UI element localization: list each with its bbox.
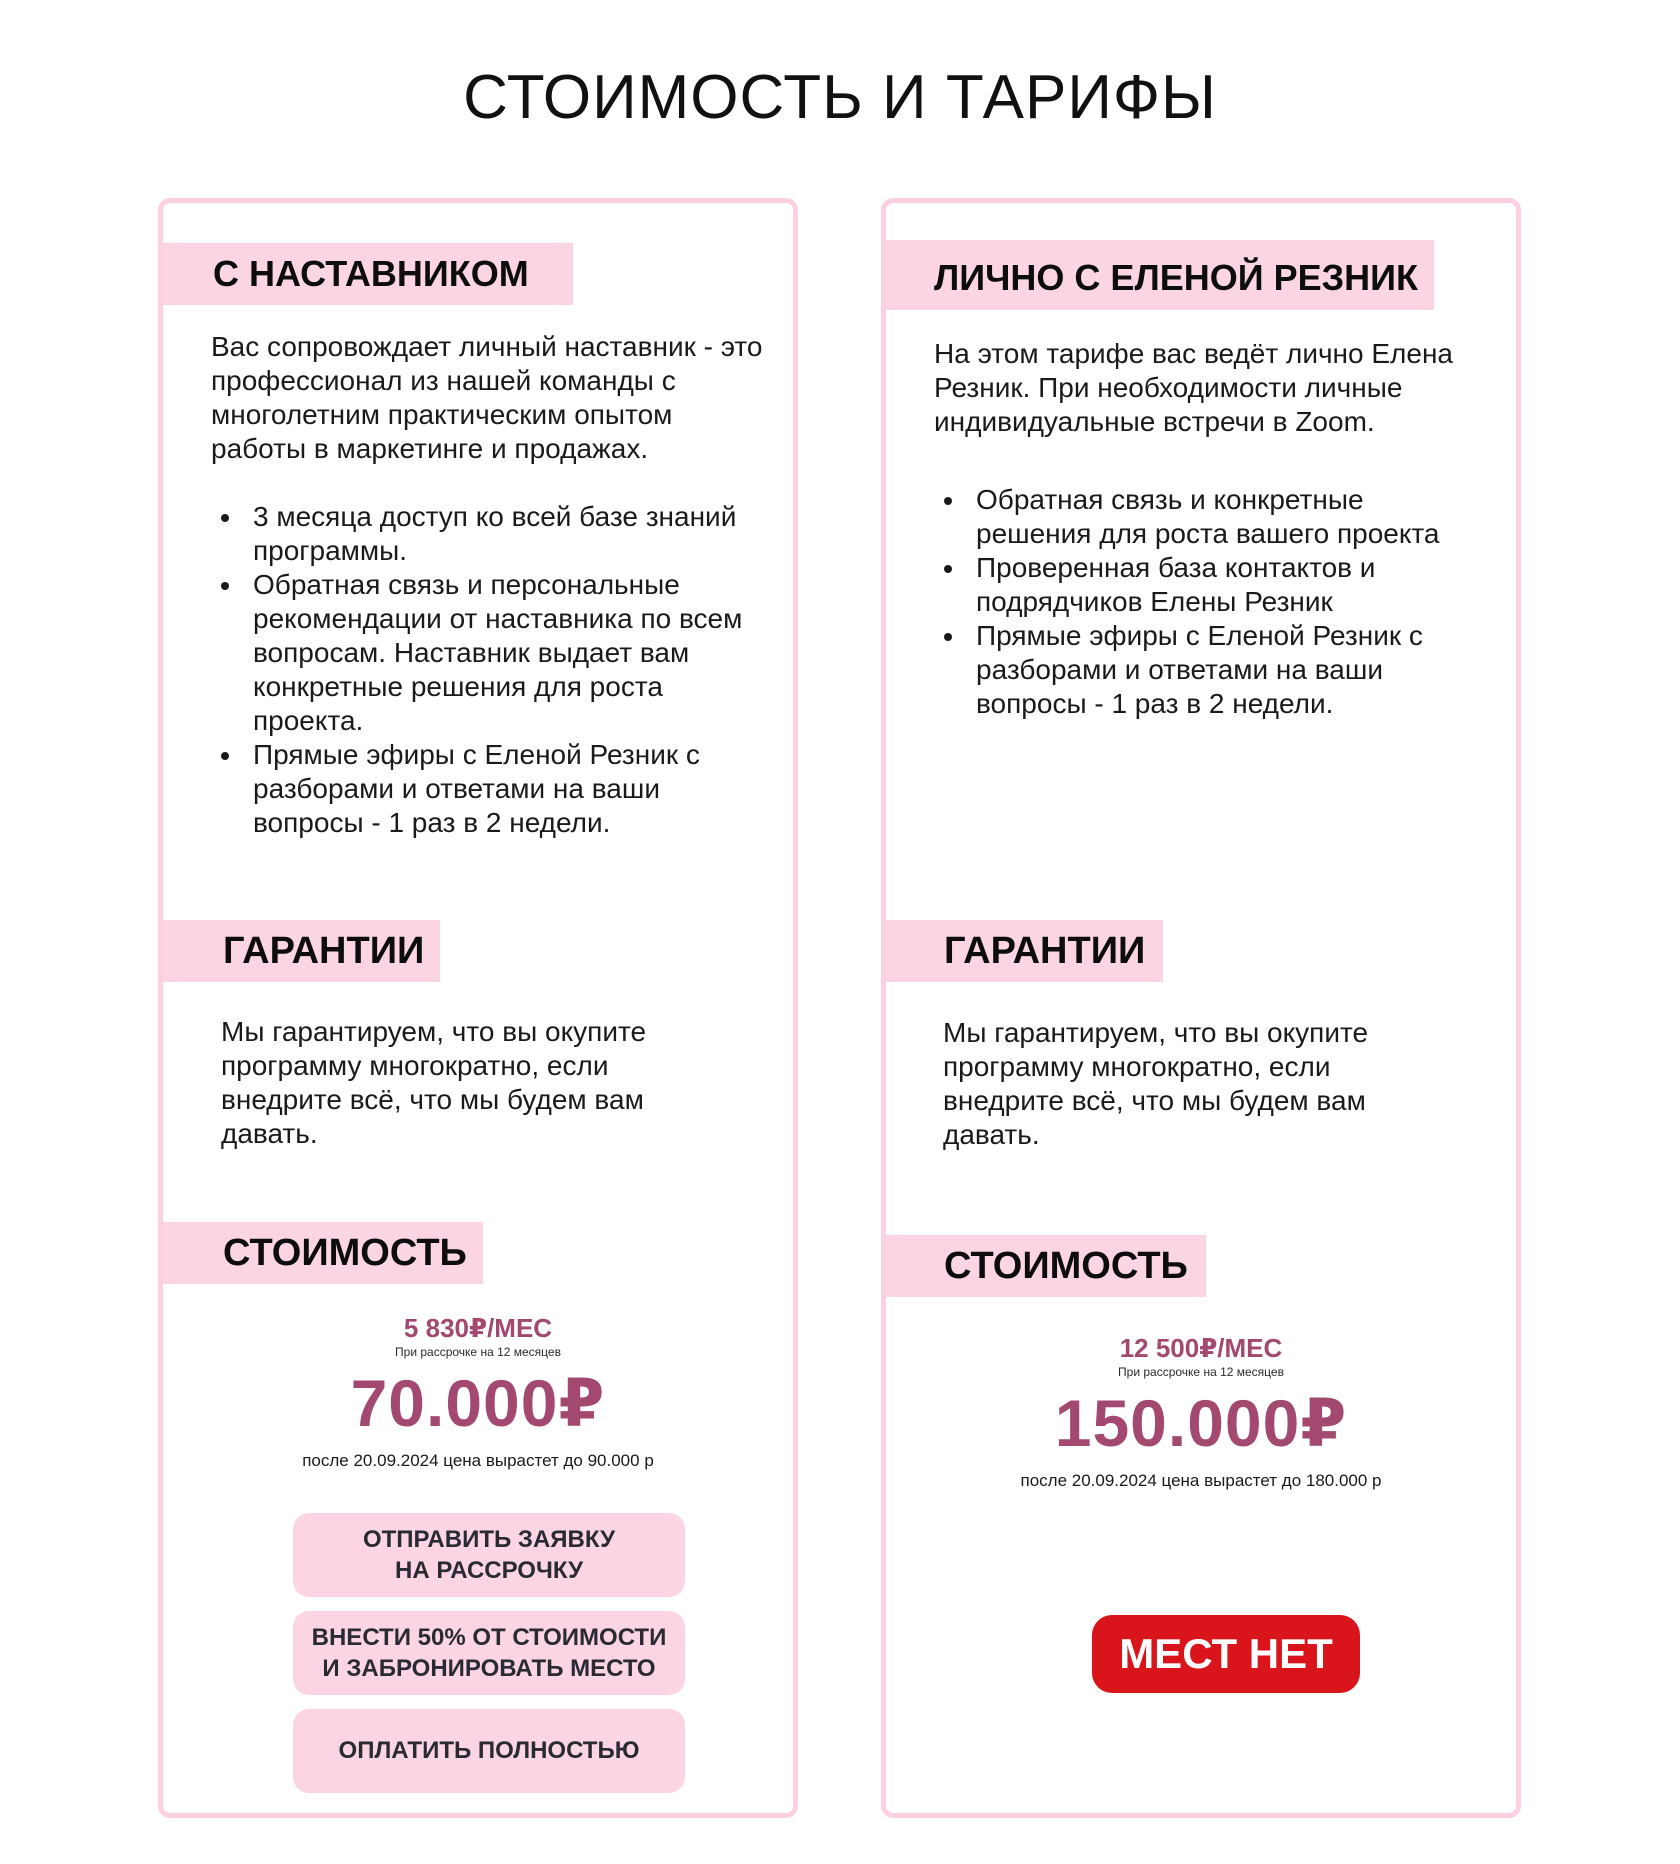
guarantee-text: Мы гарантируем, что вы окупите программу многократно, если внедрите всё, что мы будем вам давать. — [943, 1017, 1369, 1150]
full-price: 70.000₽ — [350, 1366, 606, 1440]
feature-item: Прямые эфиры с Еленой Резник с разборами и ответами на ваши вопросы - 1 раз в 2 недели. — [934, 619, 1454, 721]
plan-description: На этом тарифе вас ведёт лично Елена Резник. При необходимости личные индивидуальные встречи в Zoom. — [934, 338, 1453, 437]
feature-item: Проверенная база контактов и подрядчиков Елены Резник — [934, 551, 1454, 619]
feature-list — [934, 483, 1454, 721]
price-increase-note: после 20.09.2024 цена вырастет до 180.000 р — [1020, 1471, 1382, 1490]
installment-note: При рассрочке на 12 месяцев — [1118, 1365, 1284, 1379]
feature-item: Обратная связь и персональные рекомендации от наставника по всем вопросам. Наставник выдает вам конкретные решения для роста проекта. — [211, 568, 751, 738]
plan-card-personal — [881, 198, 1521, 1818]
price-heading: СТОИМОСТЬ — [163, 1222, 483, 1284]
guarantee-text: Мы гарантируем, что вы окупите программу многократно, если внедрите всё, что мы будем вам давать. — [221, 1016, 647, 1149]
monthly-price: 5 830₽/МЕС — [403, 1313, 553, 1343]
price-block — [886, 1333, 1516, 1493]
feature-item: Обратная связь и конкретные решения для роста вашего проекта — [934, 483, 1454, 551]
plan-description: Вас сопровождает личный наставник - это профессионал из нашей команды с многолетним практическим опытом работы в маркетинге и продажах. — [211, 331, 763, 464]
full-price: 150.000₽ — [1054, 1386, 1348, 1460]
guarantee-heading: ГАРАНТИИ — [886, 920, 1163, 982]
installment-note: При рассрочке на 12 месяцев — [395, 1345, 561, 1359]
monthly-price: 12 500₽/МЕС — [1119, 1333, 1283, 1363]
price-block — [163, 1313, 793, 1473]
page-title: СТОИМОСТЬ И ТАРИФЫ — [463, 63, 1217, 132]
plan-title: ЛИЧНО С ЕЛЕНОЙ РЕЗНИК — [886, 240, 1434, 310]
plan-title: С НАСТАВНИКОМ — [163, 243, 573, 305]
installment-request-button[interactable]: ОТПРАВИТЬ ЗАЯВКУ НА РАССРОЧКУ — [293, 1513, 685, 1597]
price-heading: СТОИМОСТЬ — [886, 1235, 1206, 1297]
sold-out-badge: МЕСТ НЕТ — [1092, 1615, 1360, 1693]
price-increase-note: после 20.09.2024 цена вырастет до 90.000 р — [302, 1451, 654, 1470]
feature-item: 3 месяца доступ ко всей базе знаний программы. — [211, 500, 751, 568]
pay-full-button[interactable]: ОПЛАТИТЬ ПОЛНОСТЬЮ — [293, 1709, 685, 1793]
book-seat-button[interactable]: ВНЕСТИ 50% ОТ СТОИМОСТИ И ЗАБРОНИРОВАТЬ МЕСТО — [293, 1611, 685, 1695]
feature-list — [211, 500, 751, 840]
feature-item: Прямые эфиры с Еленой Резник с разборами и ответами на ваши вопросы - 1 раз в 2 недели. — [211, 738, 751, 840]
plan-card-mentor — [158, 198, 798, 1818]
guarantee-heading: ГАРАНТИИ — [163, 920, 440, 982]
